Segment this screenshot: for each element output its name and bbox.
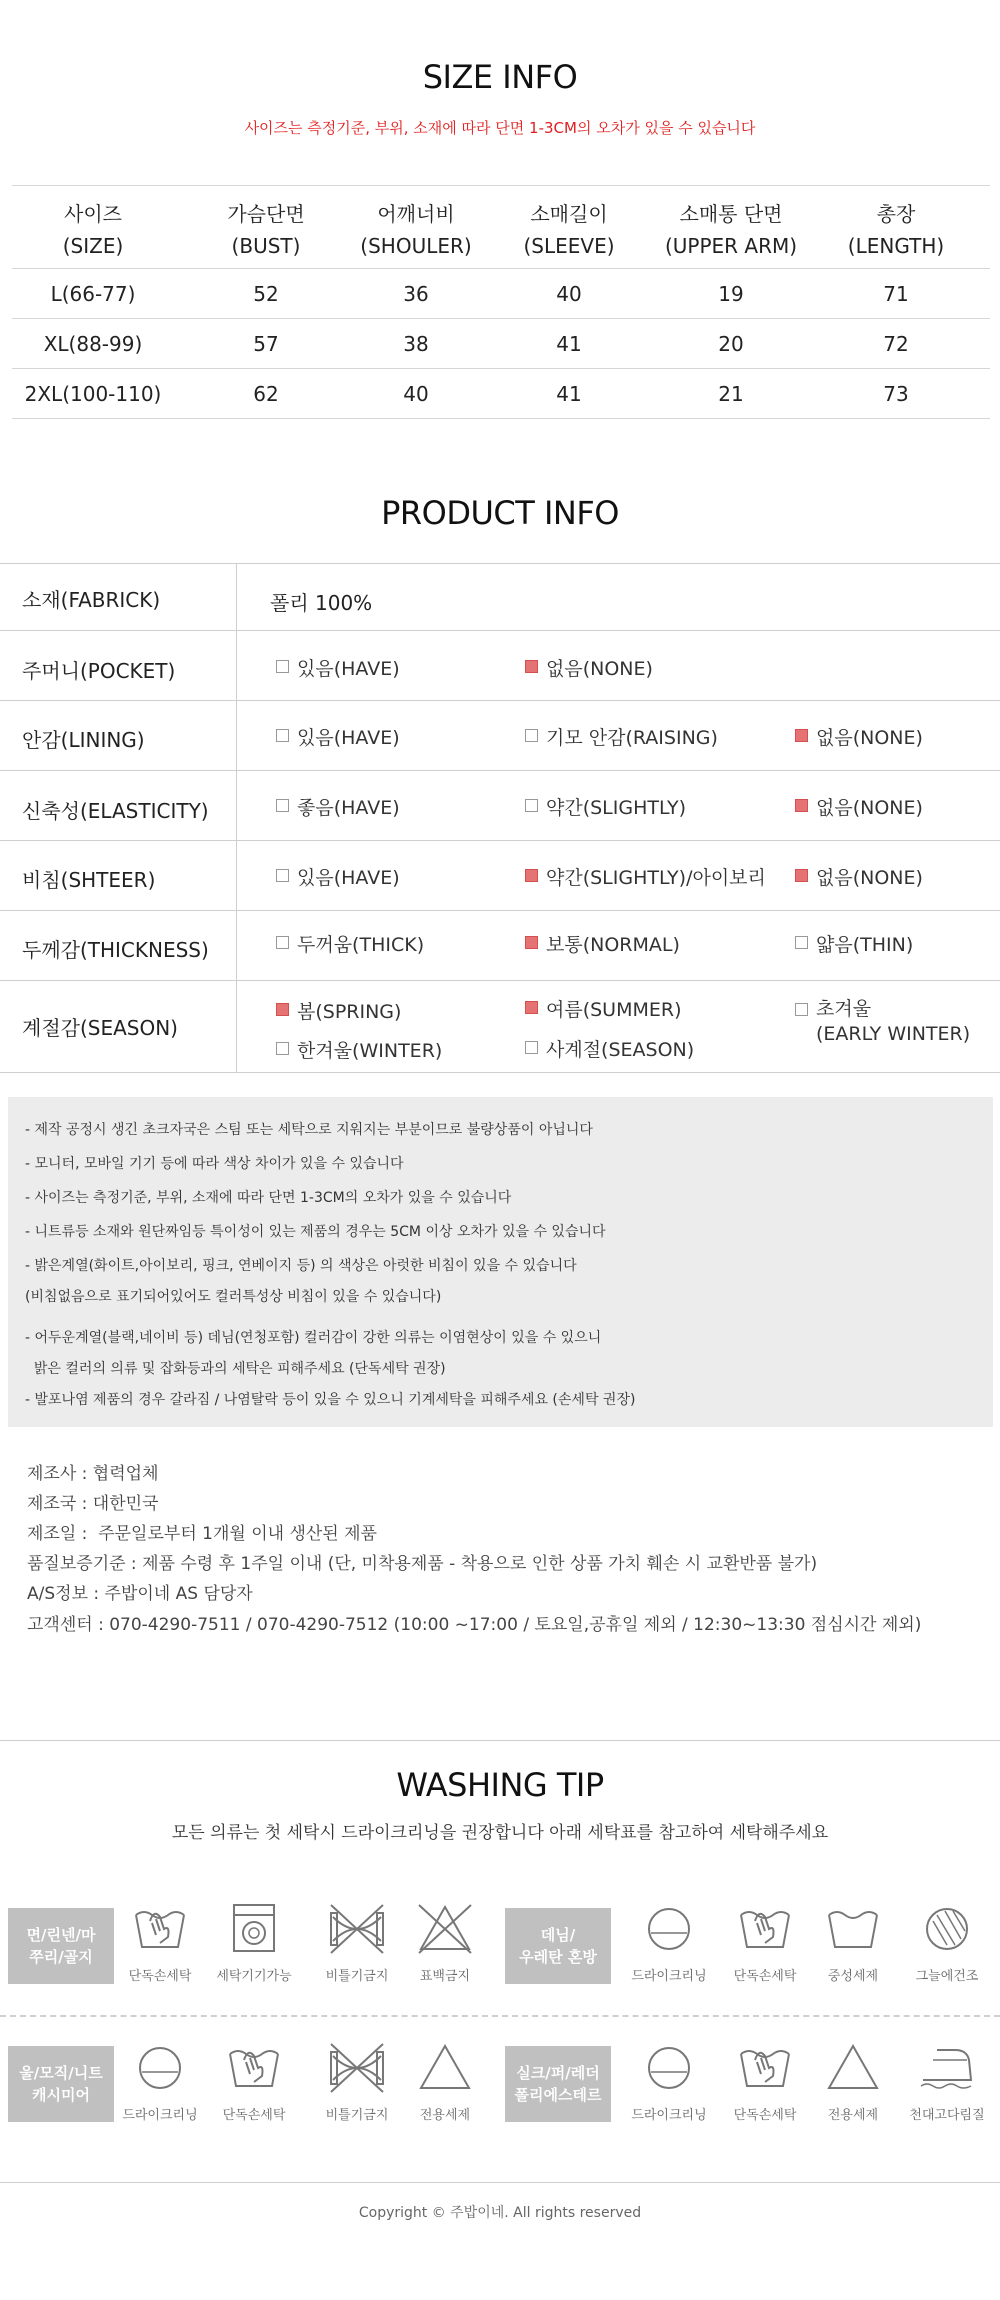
- thickness-option-normal: 보통(NORMAL): [525, 930, 680, 957]
- sheer-option-have: 있음(HAVE): [276, 863, 400, 890]
- checkbox-checked: [525, 660, 538, 673]
- checkbox-checked: [525, 1001, 538, 1014]
- size-table-line: [12, 368, 990, 369]
- wash-group-label: 면/린넨/마 쭈리/골지: [8, 1908, 114, 1984]
- no-bleach-icon: 표백금지: [405, 1901, 485, 1984]
- thickness-option-thick: 두꺼움(THICK): [276, 930, 424, 957]
- footer-line: [0, 2182, 1000, 2183]
- dedicated-detergent-icon: 전용세제: [813, 2040, 893, 2123]
- size-cell: 38: [403, 332, 429, 356]
- wash-group-label: 실크/퍼/레더 폴리에스테르: [505, 2046, 611, 2122]
- dry-clean-icon: 드라이크리닝: [629, 1901, 709, 1984]
- checkbox: [276, 1042, 289, 1055]
- thickness-option-thin: 얇음(THIN): [795, 930, 913, 957]
- pocket-option-none: 없음(NONE): [525, 654, 653, 681]
- note-line: - 어두운계열(블랙,네이비 등) 데님(연청포함) 컬러감이 강한 의류는 이염현상이 있을 수 있으니: [25, 1330, 602, 1346]
- note-line: - 사이즈는 측정기준, 부위, 소재에 따라 단면 1-3CM의 오차가 있을 수 있습니다: [25, 1190, 512, 1206]
- checkbox-checked: [795, 729, 808, 742]
- size-table-line: [12, 318, 990, 319]
- size-cell: 73: [883, 382, 909, 406]
- elasticity-label: 신축성(ELASTICITY): [22, 799, 209, 823]
- copyright: Copyright © 주밥이네. All rights reserved: [358, 2205, 642, 2221]
- checkbox-checked: [276, 1003, 289, 1016]
- checkbox-checked: [795, 799, 808, 812]
- size-cell: 40: [403, 382, 429, 406]
- checkbox-checked: [525, 936, 538, 949]
- lining-option-raising: 기모 안감(RAISING): [525, 723, 718, 750]
- size-cell: 71: [883, 282, 909, 306]
- checkbox: [276, 729, 289, 742]
- note-line: - 발포나염 제품의 경우 갈라짐 / 나염탈락 등이 있을 수 있으니 기계세탁을 피해주세요 (손세탁 권장): [25, 1392, 636, 1408]
- season-option-winter: 한겨울(WINTER): [276, 1036, 442, 1063]
- checkbox: [795, 1003, 808, 1016]
- fabric-value: 폴리 100%: [270, 591, 373, 615]
- lining-option-have: 있음(HAVE): [276, 723, 400, 750]
- size-header-sleeve: 소매길이 (SLEEVE): [523, 202, 615, 258]
- lining-option-none: 없음(NONE): [795, 723, 923, 750]
- size-cell: 41: [556, 332, 582, 356]
- size-header-upper-arm: 소매통 단면 (UPPER ARM): [664, 202, 798, 258]
- pocket-option-have: 있음(HAVE): [276, 654, 400, 681]
- product-table-line: [0, 563, 1000, 564]
- sheer-option-none: 없음(NONE): [795, 863, 923, 890]
- size-cell: 36: [403, 282, 429, 306]
- product-table-line: [0, 910, 1000, 911]
- size-table-line: [12, 268, 990, 269]
- checkbox-checked: [525, 869, 538, 882]
- hand-wash-icon: 단독손세탁: [725, 2040, 805, 2123]
- neutral-detergent-icon: 중성세제: [813, 1901, 893, 1984]
- lining-label: 안감(LINING): [22, 728, 145, 752]
- size-cell: XL(88-99): [43, 332, 143, 356]
- fabric-label: 소재(FABRICK): [22, 588, 161, 612]
- size-cell: 52: [253, 282, 279, 306]
- size-info-note: 사이즈는 측정기준, 부위, 소재에 따라 단면 1-3CM의 오차가 있을 수 있습니다: [244, 119, 756, 137]
- product-table-divider: [236, 563, 237, 1072]
- customer-center: 고객센터 : 070-4290-7511 / 070-4290-7512 (10:00 ~17:00 / 토요일,공휴일 제외 / 12:30~13:30 점심시간 제외): [27, 1615, 922, 1635]
- washing-top-line: [0, 1740, 1000, 1741]
- product-table-line: [0, 840, 1000, 841]
- elasticity-option-none: 없음(NONE): [795, 793, 923, 820]
- mfg-line: 제조일 : 주문일로부터 1개월 이내 생산된 제품: [27, 1524, 377, 1544]
- mfg-line: A/S정보 : 주밥이네 AS 담당자: [27, 1584, 253, 1604]
- season-option-all: 사계절(SEASON): [525, 1035, 694, 1062]
- size-cell: 2XL(100-110): [24, 382, 162, 406]
- season-option-early-winter: 초겨울 (EARLY WINTER): [795, 997, 970, 1047]
- size-cell: 40: [556, 282, 582, 306]
- mfg-line: 품질보증기준 : 제품 수령 후 1주일 이내 (단, 미착용제품 - 착용으로 인한 상품 가치 훼손 시 교환반품 불가): [27, 1554, 818, 1574]
- product-info-title: PRODUCT INFO: [381, 494, 619, 532]
- size-cell: 20: [718, 332, 744, 356]
- hand-wash-icon: 단독손세탁: [120, 1901, 200, 1984]
- size-header-shoulder: 어깨너비 (SHOULER): [360, 202, 472, 258]
- checkbox: [795, 936, 808, 949]
- iron-with-cloth-icon: 천대고다림질: [907, 2040, 987, 2123]
- pocket-label: 주머니(POCKET): [22, 659, 176, 683]
- product-table-line: [0, 980, 1000, 981]
- hand-wash-icon: 단독손세탁: [214, 2040, 294, 2123]
- checkbox: [525, 799, 538, 812]
- size-header-bust: 가슴단면 (BUST): [227, 202, 305, 258]
- dry-clean-icon: 드라이크리닝: [629, 2040, 709, 2123]
- note-line: (비침없음으로 표기되어있어도 컬러특성상 비침이 있을 수 있습니다): [25, 1289, 442, 1305]
- washing-divider: [0, 2015, 1000, 2017]
- product-table-line: [0, 700, 1000, 701]
- size-table-bottom-line: [12, 418, 990, 419]
- size-info-title: SIZE INFO: [422, 58, 578, 96]
- size-cell: L(66-77): [50, 282, 136, 306]
- no-wring-icon: 비틀기금지: [317, 2040, 397, 2123]
- washing-title: WASHING TIP: [396, 1766, 604, 1804]
- no-wring-icon: 비틀기금지: [317, 1901, 397, 1984]
- hand-wash-icon: 단독손세탁: [725, 1901, 805, 1984]
- note-line: - 니트류등 소재와 원단짜임등 특이성이 있는 제품의 경우는 5CM 이상 오차가 있을 수 있습니다: [25, 1224, 606, 1240]
- checkbox: [525, 1041, 538, 1054]
- checkbox: [525, 729, 538, 742]
- sheer-option-slightly: 약간(SLIGHTLY)/아이보리: [525, 863, 766, 890]
- mfg-line: 제조국 : 대한민국: [27, 1494, 159, 1514]
- size-cell: 72: [883, 332, 909, 356]
- product-table-line: [0, 1072, 1000, 1073]
- product-table-line: [0, 630, 1000, 631]
- product-table-line: [0, 770, 1000, 771]
- checkbox: [276, 869, 289, 882]
- sheer-label: 비침(SHTEER): [22, 868, 156, 892]
- note-line: - 밝은계열(화이트,아이보리, 핑크, 연베이지 등) 의 색상은 아럿한 비침이 있을 수 있습니다: [25, 1258, 577, 1274]
- washing-subtitle: 모든 의류는 첫 세탁시 드라이크리닝을 권장합니다 아래 세탁표를 참고하여 세탁해주세요: [171, 1823, 829, 1843]
- season-label: 계절감(SEASON): [22, 1016, 178, 1040]
- elasticity-option-slightly: 약간(SLIGHTLY): [525, 793, 686, 820]
- checkbox: [276, 799, 289, 812]
- shade-dry-icon: 그늘에건조: [907, 1901, 987, 1984]
- elasticity-option-have: 좋음(HAVE): [276, 793, 400, 820]
- dry-clean-icon: 드라이크리닝: [120, 2040, 200, 2123]
- note-line: - 제작 공정시 생긴 초크자국은 스팀 또는 세탁으로 지워지는 부분이므로 불량상품이 아닙니다: [25, 1122, 593, 1138]
- note-line: 밝은 컬러의 의류 및 잡화등과의 세탁은 피해주세요 (단독세탁 권장): [25, 1361, 446, 1377]
- size-header-size: 사이즈 (SIZE): [62, 202, 124, 258]
- wash-group-label: 데님/ 우레탄 혼방: [505, 1908, 611, 1984]
- size-cell: 57: [253, 332, 279, 356]
- checkbox: [276, 660, 289, 673]
- note-line: - 모니터, 모바일 기기 등에 따라 색상 차이가 있을 수 있습니다: [25, 1156, 404, 1172]
- size-cell: 62: [253, 382, 279, 406]
- size-cell: 41: [556, 382, 582, 406]
- season-option-spring: 봄(SPRING): [276, 997, 401, 1024]
- size-header-length: 총장 (LENGTH): [847, 202, 945, 258]
- care-notes-box: [8, 1097, 993, 1427]
- mfg-line: 제조사 : 협력업체: [27, 1464, 159, 1484]
- dedicated-detergent-icon: 전용세제: [405, 2040, 485, 2123]
- size-table-top-line: [12, 185, 990, 186]
- checkbox: [276, 936, 289, 949]
- washing-machine-icon: 세탁기기가능: [214, 1901, 294, 1984]
- size-cell: 21: [718, 382, 744, 406]
- season-option-summer: 여름(SUMMER): [525, 995, 682, 1022]
- thickness-label: 두께감(THICKNESS): [22, 938, 209, 962]
- wash-group-label: 울/모직/니트 캐시미어: [8, 2046, 114, 2122]
- size-cell: 19: [718, 282, 744, 306]
- checkbox-checked: [795, 869, 808, 882]
